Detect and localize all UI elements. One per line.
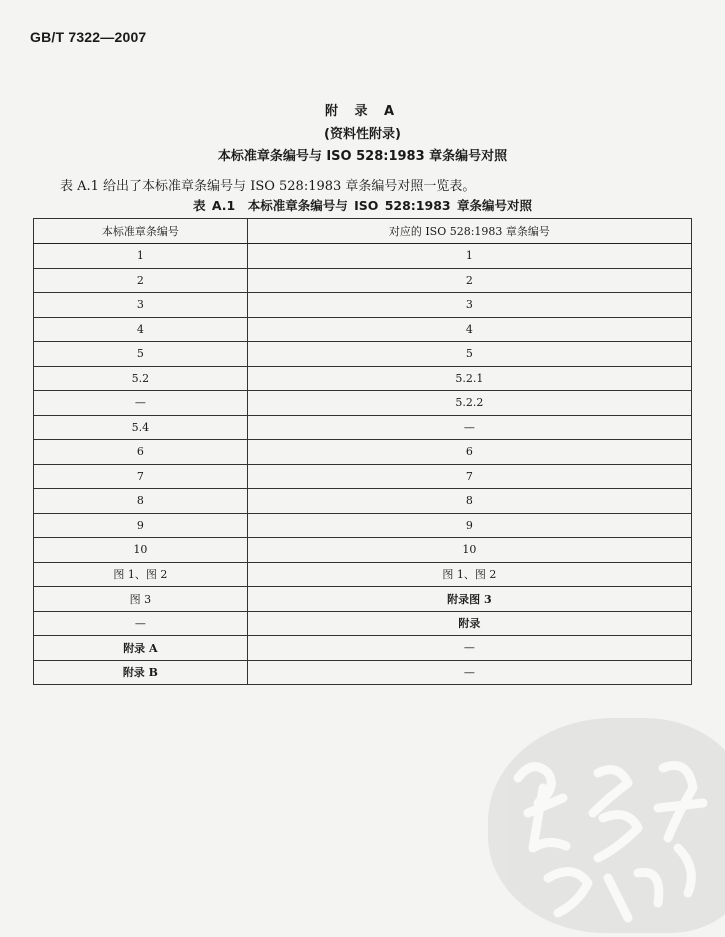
this-standard-cell: 7 — [34, 464, 248, 489]
iso-cell: 附录 — [247, 611, 691, 636]
table-row — [34, 244, 692, 269]
table-row — [34, 611, 692, 636]
this-standard-cell: 5 — [34, 342, 248, 367]
iso-cell: 1 — [247, 244, 691, 269]
table-row — [34, 513, 692, 538]
this-standard-cell: 4 — [34, 317, 248, 342]
iso-cell: 8 — [247, 489, 691, 514]
table-row — [34, 440, 692, 465]
table-row — [34, 268, 692, 293]
table-row — [34, 342, 692, 367]
iso-cell: 6 — [247, 440, 691, 465]
standard-id: GB/T 7322—2007 — [30, 29, 147, 45]
table-row — [34, 391, 692, 416]
table-row — [34, 489, 692, 514]
header-this-standard: 本标准章条编号 — [34, 219, 248, 244]
iso-cell: 图 1、图 2 — [247, 562, 691, 587]
table-row — [34, 636, 692, 661]
this-standard-cell: 5.4 — [34, 415, 248, 440]
iso-cell: 5.2.2 — [247, 391, 691, 416]
table-row — [34, 464, 692, 489]
intro-paragraph: 表 A.1 给出了本标准章条编号与 ISO 528:1983 章条编号对照一览表。 — [60, 179, 476, 194]
this-standard-cell: — — [34, 611, 248, 636]
this-standard-cell: 10 — [34, 538, 248, 563]
watermark-seal-icon — [488, 718, 725, 933]
annex-title: 附 录 A — [324, 104, 401, 119]
this-standard-cell: — — [34, 391, 248, 416]
table-row — [34, 293, 692, 318]
table-row — [34, 317, 692, 342]
table-row — [34, 660, 692, 685]
this-standard-cell: 图 3 — [34, 587, 248, 612]
iso-cell: 10 — [247, 538, 691, 563]
iso-cell: 4 — [247, 317, 691, 342]
iso-cell: 9 — [247, 513, 691, 538]
this-standard-cell: 2 — [34, 268, 248, 293]
this-standard-cell: 3 — [34, 293, 248, 318]
header-iso-528: 对应的 ISO 528:1983 章条编号 — [247, 219, 691, 244]
iso-cell: 5 — [247, 342, 691, 367]
iso-cell: 7 — [247, 464, 691, 489]
table-row — [34, 415, 692, 440]
this-standard-cell: 6 — [34, 440, 248, 465]
iso-cell: 附录图 3 — [247, 587, 691, 612]
iso-cell: 5.2.1 — [247, 366, 691, 391]
clause-mapping-table — [33, 218, 692, 685]
table-row — [34, 538, 692, 563]
iso-cell: — — [247, 636, 691, 661]
iso-cell: — — [247, 415, 691, 440]
this-standard-cell: 8 — [34, 489, 248, 514]
this-standard-cell: 附录 A — [34, 636, 248, 661]
this-standard-cell: 图 1、图 2 — [34, 562, 248, 587]
annex-type: (资料性附录) — [324, 127, 401, 142]
table-row — [34, 587, 692, 612]
table-row — [34, 366, 692, 391]
seal-strokes-icon — [488, 718, 725, 933]
this-standard-cell: 附录 B — [34, 660, 248, 685]
annex-subject: 本标准章条编号与 ISO 528:1983 章条编号对照 — [217, 149, 508, 164]
table-row — [34, 562, 692, 587]
iso-cell: — — [247, 660, 691, 685]
iso-cell: 3 — [247, 293, 691, 318]
this-standard-cell: 9 — [34, 513, 248, 538]
iso-cell: 2 — [247, 268, 691, 293]
this-standard-cell: 1 — [34, 244, 248, 269]
this-standard-cell: 5.2 — [34, 366, 248, 391]
table-header-row — [34, 219, 692, 244]
table-caption: 表 A.1 本标准章条编号与 ISO 528:1983 章条编号对照 — [193, 198, 532, 213]
